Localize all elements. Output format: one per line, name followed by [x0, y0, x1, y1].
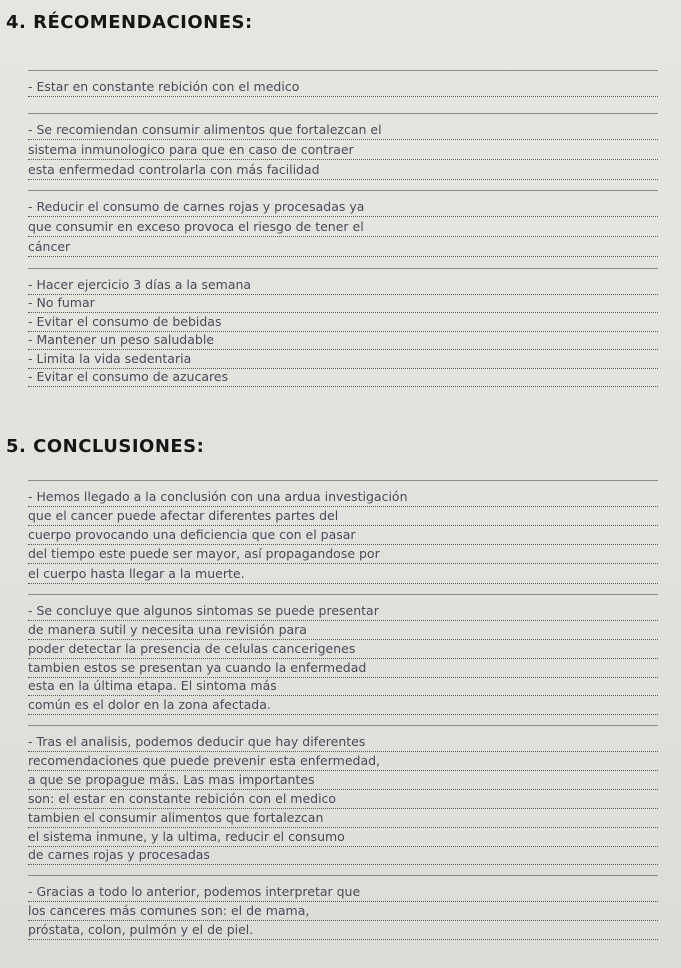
conclusiones-blank-rule: [28, 594, 658, 595]
recomendaciones-blank-rule: [28, 268, 658, 269]
recomendaciones-text-line: sistema inmunologico para que en caso de contraer: [28, 141, 658, 160]
conclusiones-heading: 5. CONCLUSIONES:: [6, 436, 205, 457]
recomendaciones-blank-rule: [28, 190, 658, 191]
recomendaciones-text-line: esta enfermedad controlarla con más facilidad: [28, 161, 658, 180]
conclusiones-text-line: de carnes rojas y procesadas: [28, 846, 658, 865]
conclusiones-text-line: común es el dolor en la zona afectada.: [28, 696, 658, 715]
recomendaciones-text-line: - Reducir el consumo de carnes rojas y procesadas ya: [28, 198, 658, 217]
recomendaciones-heading: 4. RÉCOMENDACIONES:: [6, 12, 253, 33]
recomendaciones-text-line: - Limita la vida sedentaria: [28, 350, 658, 369]
conclusiones-text-line: - Hemos llegado a la conclusión con una ardua investigación: [28, 488, 658, 507]
conclusiones-text-line: el sistema inmune, y la ultima, reducir el consumo: [28, 828, 658, 847]
recomendaciones-text-line: - Evitar el consumo de bebidas: [28, 313, 658, 332]
recomendaciones-text-line: - Hacer ejercicio 3 días a la semana: [28, 276, 658, 295]
conclusiones-text-line: - Tras el analisis, podemos deducir que hay diferentes: [28, 733, 658, 752]
conclusiones-text-line: - Gracias a todo lo anterior, podemos interpretar que: [28, 883, 658, 902]
conclusiones-text-line: poder detectar la presencia de celulas cancerigenes: [28, 640, 658, 659]
conclusiones-text-line: a que se propague más. Las mas importantes: [28, 771, 658, 790]
recomendaciones-text-line: - Estar en constante rebición con el medico: [28, 78, 658, 97]
conclusiones-text-line: son: el estar en constante rebición con el medico: [28, 790, 658, 809]
recomendaciones-text-line: - Se recomiendan consumir alimentos que fortalezcan el: [28, 121, 658, 140]
conclusiones-text-line: cuerpo provocando una deficiencia que con el pasar: [28, 526, 658, 545]
conclusiones-blank-rule: [28, 480, 658, 481]
conclusiones-blank-rule: [28, 725, 658, 726]
recomendaciones-text-line: - Evitar el consumo de azucares: [28, 368, 658, 387]
conclusiones-text-line: que el cancer puede afectar diferentes partes del: [28, 507, 658, 526]
recomendaciones-blank-rule: [28, 70, 658, 71]
conclusiones-text-line: próstata, colon, pulmón y el de piel.: [28, 921, 658, 940]
recomendaciones-text-line: - No fumar: [28, 294, 658, 313]
conclusiones-text-line: recomendaciones que puede prevenir esta enfermedad,: [28, 752, 658, 771]
conclusiones-text-line: del tiempo este puede ser mayor, así propagandose por: [28, 545, 658, 564]
conclusiones-text-line: - Se concluye que algunos sintomas se puede presentar: [28, 602, 658, 621]
conclusiones-blank-rule: [28, 875, 658, 876]
conclusiones-text-line: el cuerpo hasta llegar a la muerte.: [28, 565, 658, 584]
recomendaciones-text-line: cáncer: [28, 238, 658, 257]
recomendaciones-text-line: que consumir en exceso provoca el riesgo de tener el: [28, 218, 658, 237]
conclusiones-text-line: tambien estos se presentan ya cuando la enfermedad: [28, 659, 658, 678]
recomendaciones-blank-rule: [28, 113, 658, 114]
conclusiones-text-line: los canceres más comunes son: el de mama,: [28, 902, 658, 921]
conclusiones-text-line: de manera sutil y necesita una revisión para: [28, 621, 658, 640]
conclusiones-text-line: tambien el consumir alimentos que fortalezcan: [28, 809, 658, 828]
conclusiones-text-line: esta en la última etapa. El sintoma más: [28, 677, 658, 696]
recomendaciones-text-line: - Mantener un peso saludable: [28, 331, 658, 350]
